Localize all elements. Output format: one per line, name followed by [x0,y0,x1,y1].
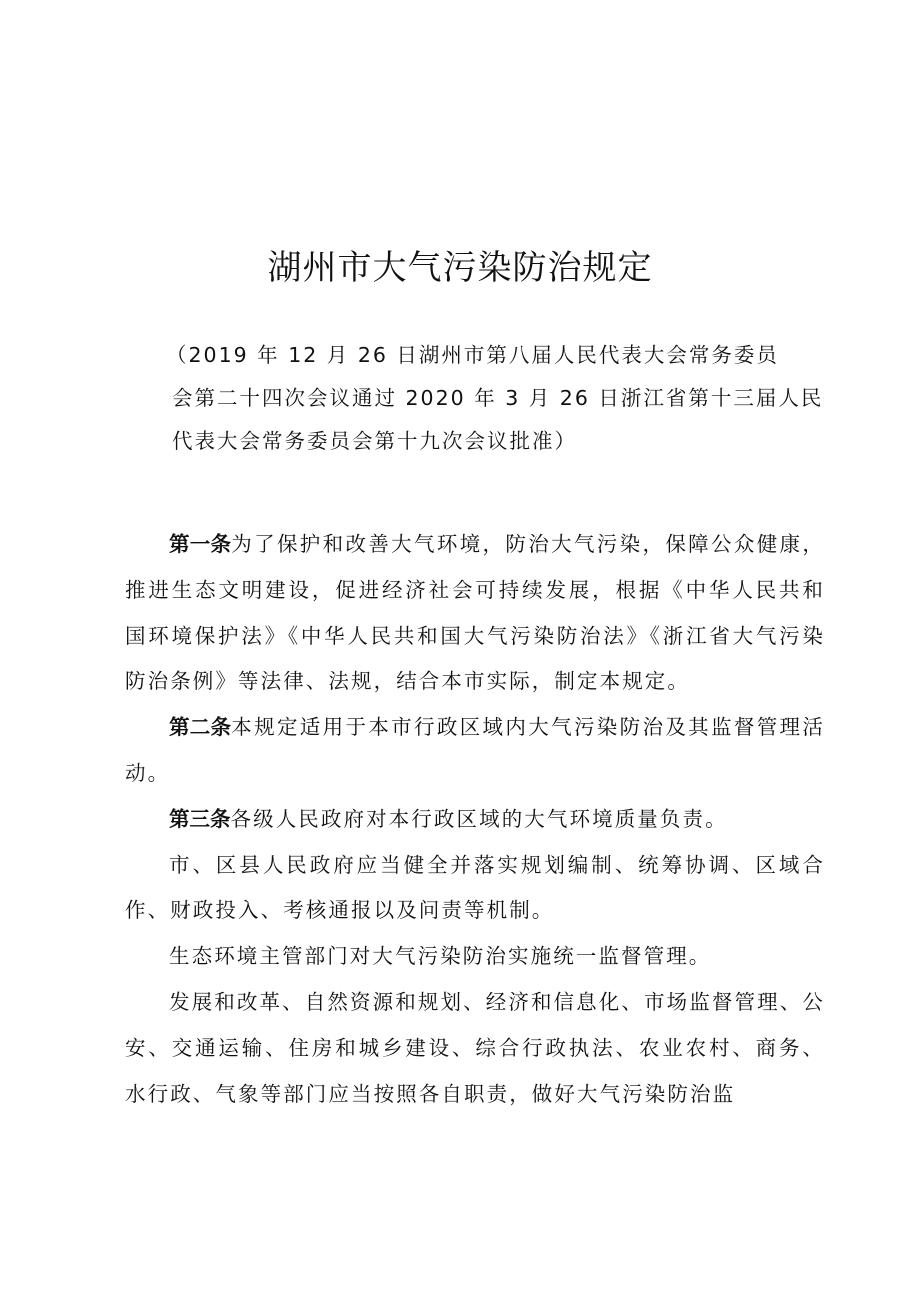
paragraph-text: 生态环境主管部门对大气污染防治实施统一监督管理。 [169,944,712,969]
body-paragraph [125,980,825,1117]
article-text: 本规定适用于本市行政区域内大气污染防治及其监督管理活动。 [125,715,826,785]
article-1-paragraph [125,522,825,705]
article-text: 各级人民政府对本行政区域的大气环境质量负责。 [230,806,728,831]
adoption-note-line: 代表大会常务委员会第十九次会议批准） [172,429,577,453]
article-3-paragraph [125,797,825,843]
article-2-paragraph [125,705,825,797]
adoption-note-line: 会第二十四次会议通过 2020 年 3 月 26 日浙江省第十三届人民 [172,386,824,410]
document-title: 湖州市大气污染防治规定 [267,248,653,288]
article-heading: 第一条 [169,532,232,556]
paragraph-text: 发展和改革、自然资源和规划、经济和信息化、市场监督管理、公安、交通运输、住房和城乡建设、综合行政执法、农业农村、商务、水行政、气象等部门应当按照各自职责，做好大气污染防治监 [125,989,825,1106]
article-text: 为了保护和改善大气环境，防治大气污染，保障公众健康，推进生态文明建设，促进经济社会可持续发展，根据《中华人民共和国环境保护法》《中华人民共和国大气污染防治法》《浙江省大气污染防治条例》等法律、法规，结合本市实际，制定本规定。 [125,532,826,694]
document-body [125,522,825,1117]
article-heading: 第三条 [169,806,231,831]
adoption-note [166,334,824,463]
paragraph-text: 市、区县人民政府应当健全并落实规划编制、统筹协调、区域合作、财政投入、考核通报以及问责等机制。 [125,852,825,923]
body-paragraph [125,934,825,980]
article-heading: 第二条 [169,715,232,740]
adoption-note-line: （2019 年 12 月 26 日湖州市第八届人民代表大会常务委员 [166,343,779,367]
body-paragraph [125,843,825,935]
